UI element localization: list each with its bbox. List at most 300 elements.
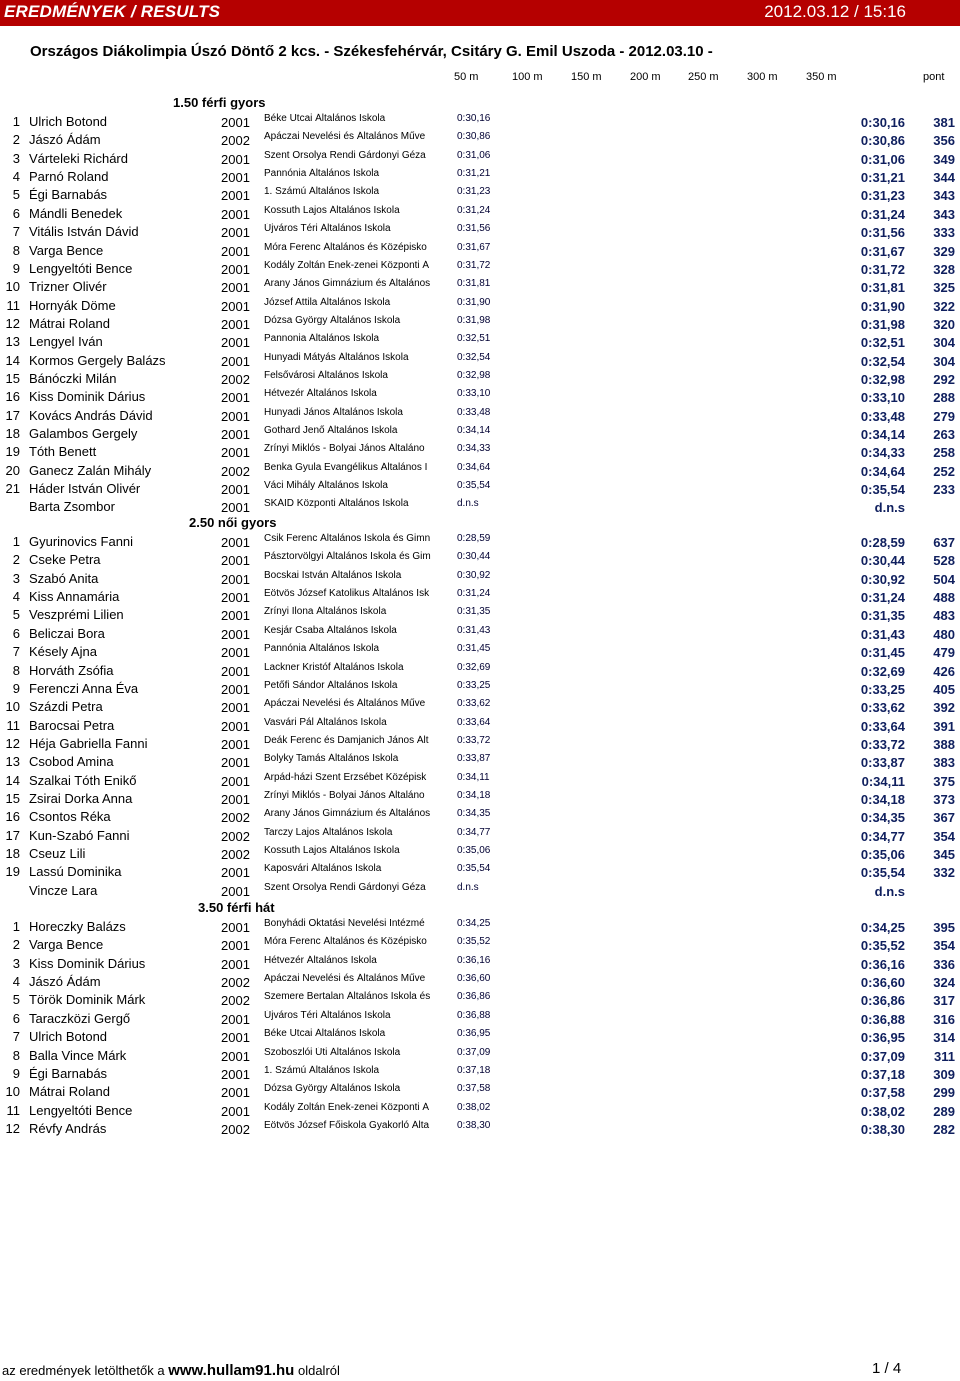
split-50m: 0:32,54	[457, 351, 491, 363]
final-time: 0:34,14	[860, 427, 905, 442]
result-row	[0, 442, 960, 460]
school-name: Pásztorvölgyi Általános Iskola és Gim	[264, 551, 431, 563]
swimmer-name: Ulrich Botond	[29, 1029, 108, 1045]
swimmer-name: Varga Bence	[29, 937, 104, 953]
result-row	[0, 569, 960, 587]
event-title: 1.50 férfi gyors	[173, 95, 266, 110]
result-row	[0, 990, 960, 1008]
final-time: 0:33,25	[860, 681, 905, 697]
points: 233	[933, 482, 955, 497]
points: 299	[933, 1085, 955, 1101]
rank: 19	[5, 864, 20, 880]
birth-year: 2002	[221, 463, 250, 479]
split-50m: d.n.s	[457, 881, 479, 893]
points: 381	[933, 115, 955, 130]
result-row	[0, 1101, 960, 1119]
points: 288	[933, 390, 955, 406]
birth-year: 2001	[221, 663, 250, 679]
rank: 4	[12, 169, 20, 185]
birth-year: 2001	[221, 298, 250, 314]
school-name: Zrínyi Ilona Általános Iskola	[264, 606, 387, 618]
birth-year: 2001	[221, 353, 250, 369]
school-name: Zrínyi Miklós - Bolyai János Általáno	[264, 789, 425, 801]
points: 258	[933, 445, 955, 461]
school-name: Eötvös József Katolikus Általános Isk	[264, 588, 430, 599]
birth-year: 2001	[221, 243, 250, 259]
page-number: 1 / 4	[872, 1360, 902, 1377]
school-name: József Attila Általános Iskola	[264, 296, 391, 308]
birth-year: 2001	[221, 920, 250, 935]
birth-year: 2001	[221, 316, 250, 332]
school-name: Bolyky Tamás Általános Iskola	[264, 753, 399, 765]
swimmer-name: Török Dominik Márk	[29, 992, 146, 1008]
result-row	[0, 149, 960, 167]
swimmer-name: Lengyel Iván	[29, 334, 103, 350]
school-name: Arany János Gimnázium és Általános	[264, 278, 431, 290]
split-50m: 0:31,21	[457, 168, 491, 180]
final-time: 0:31,72	[860, 261, 905, 277]
final-time: 0:34,33	[860, 445, 905, 461]
result-row	[0, 716, 960, 734]
result-row	[0, 605, 960, 623]
final-time: 0:28,59	[860, 535, 905, 550]
result-row	[0, 1064, 960, 1082]
result-row	[0, 826, 960, 844]
split-50m: 0:31,45	[457, 643, 491, 655]
points: 325	[933, 280, 955, 296]
split-50m: 0:31,81	[457, 278, 491, 290]
result-row	[0, 167, 960, 185]
result-row	[0, 532, 960, 550]
final-time: 0:31,23	[860, 188, 905, 204]
result-row	[0, 807, 960, 825]
result-row	[0, 752, 960, 770]
final-time: 0:37,09	[860, 1048, 905, 1064]
result-row	[0, 351, 960, 369]
points: 375	[933, 773, 955, 789]
result-row	[0, 587, 960, 605]
split-label: 350 m	[806, 71, 837, 83]
split-50m: 0:37,18	[457, 1064, 491, 1076]
birth-year: 2002	[221, 993, 250, 1009]
rank: 13	[5, 334, 20, 350]
final-time: 0:33,87	[860, 755, 905, 771]
points-column-label: pont	[923, 71, 945, 83]
result-row	[0, 734, 960, 752]
final-time: 0:31,35	[860, 608, 905, 624]
split-50m: 0:33,64	[457, 716, 491, 728]
birth-year: 2001	[221, 261, 250, 277]
birth-year: 2001	[221, 608, 250, 624]
split-50m: 0:34,11	[457, 771, 490, 783]
final-time: 0:31,06	[860, 151, 905, 167]
split-label: 300 m	[747, 71, 778, 83]
swimmer-name: Kiss Dominik Dárius	[29, 955, 146, 971]
rank: 9	[12, 260, 20, 276]
birth-year: 2001	[221, 151, 250, 167]
school-name: Benka Gyula Evangélikus Általános I	[264, 461, 428, 473]
rank: 4	[12, 589, 20, 604]
swimmer-name: Várteleki Richárd	[29, 150, 128, 166]
result-row	[0, 661, 960, 679]
birth-year: 2001	[221, 865, 250, 881]
birth-year: 2001	[221, 280, 250, 296]
points: 391	[933, 718, 955, 734]
rank: 8	[12, 1047, 20, 1063]
birth-year: 2001	[221, 590, 250, 605]
split-50m: 0:31,24	[457, 204, 491, 216]
final-time: 0:31,24	[860, 590, 905, 605]
split-50m: 0:33,48	[457, 406, 491, 418]
swimmer-name: Parnó Roland	[29, 169, 109, 185]
split-50m: 0:34,33	[457, 443, 491, 455]
birth-year: 2001	[221, 500, 250, 516]
school-name: Kaposvári Általános Iskola	[264, 863, 382, 875]
points: 637	[933, 535, 955, 550]
rank: 7	[12, 224, 20, 240]
result-row	[0, 642, 960, 660]
swimmer-name: Jászó Ádám	[29, 132, 101, 148]
rank: 10	[5, 279, 20, 295]
final-time: 0:36,60	[860, 975, 905, 990]
school-name: Móra Ferenc Általános és Középisko	[264, 241, 427, 253]
rank: 8	[12, 662, 20, 678]
birth-year: 2001	[221, 755, 250, 771]
print-datetime: 2012.03.12 / 15:16	[764, 2, 906, 21]
school-name: Bocskai István Általános Iskola	[264, 569, 402, 581]
result-row	[0, 624, 960, 642]
school-name: Pannónia Általános Iskola	[264, 168, 380, 180]
swimmer-name: Ulrich Botond	[29, 114, 108, 129]
school-name: Váci Mihály Általános Iskola	[264, 480, 388, 491]
final-time: d.n.s	[874, 883, 905, 899]
result-row	[0, 296, 960, 314]
rank: 3	[12, 150, 20, 166]
split-50m: 0:35,52	[457, 936, 491, 948]
birth-year: 2001	[221, 736, 250, 752]
school-name: Lackner Kristóf Általános Iskola	[264, 661, 404, 673]
swimmer-name: Kormos Gergely Balázs	[29, 352, 166, 368]
points: 367	[933, 810, 955, 826]
split-distance-header	[0, 71, 960, 87]
school-name: Pannónia Általános Iskola	[264, 643, 380, 655]
meet-title: Országos Diákolimpia Úszó Döntő 2 kcs. - Székesfehérvár, Csitáry G. Emil Uszoda - 2012.03.10 -	[30, 43, 713, 60]
result-row	[0, 917, 960, 935]
swimmer-name: Cseuz Lili	[29, 846, 86, 861]
split-50m: 0:36,95	[457, 1028, 491, 1040]
final-time: 0:30,92	[860, 571, 905, 587]
swimmer-name: Lengyeltóti Bence	[29, 1102, 133, 1118]
birth-year: 2001	[221, 1085, 250, 1101]
birth-year: 2001	[221, 1048, 250, 1064]
birth-year: 2001	[221, 535, 250, 550]
points: 292	[933, 371, 955, 387]
points: 344	[933, 170, 955, 186]
rank: 13	[5, 754, 20, 770]
points: 405	[933, 681, 955, 697]
split-50m: 0:33,62	[457, 698, 491, 710]
points: 252	[933, 463, 955, 479]
rank: 10	[5, 699, 20, 715]
final-time: 0:32,69	[860, 663, 905, 679]
final-time: 0:33,62	[860, 700, 905, 716]
rank: 12	[5, 735, 20, 751]
birth-year: 2001	[221, 445, 250, 461]
split-50m: 0:35,54	[457, 863, 491, 875]
split-50m: 0:31,98	[457, 314, 491, 326]
result-row	[0, 789, 960, 807]
swimmer-name: Barta Zsombor	[29, 499, 115, 515]
points: 279	[933, 408, 955, 424]
split-50m: 0:33,25	[457, 679, 491, 691]
points: 354	[933, 828, 955, 844]
points: 289	[933, 1103, 955, 1119]
swimmer-name: Jászó Ádám	[29, 974, 101, 989]
swimmer-name: Égi Barnabás	[29, 187, 108, 203]
result-row	[0, 972, 960, 990]
swimmer-name: Háder István Olivér	[29, 481, 141, 496]
school-name: 1. Számú Általános Iskola	[264, 1064, 380, 1076]
birth-year: 2001	[221, 956, 250, 972]
points: 316	[933, 1011, 955, 1027]
school-name: Apáczai Nevelési és Általános Műve	[264, 698, 426, 710]
result-row	[0, 697, 960, 715]
rank: 4	[12, 974, 20, 989]
school-name: Arany János Gimnázium és Általános	[264, 808, 431, 820]
event-title: 2.50 női gyors	[189, 515, 277, 530]
results-header-bar	[0, 0, 960, 26]
points: 356	[933, 133, 955, 149]
rank: 2	[12, 937, 20, 953]
final-time: 0:36,95	[860, 1030, 905, 1046]
rank: 15	[5, 790, 20, 806]
split-50m: 0:30,86	[457, 131, 491, 143]
final-time: 0:31,24	[860, 206, 905, 222]
swimmer-name: Szabó Anita	[29, 570, 99, 586]
result-row	[0, 954, 960, 972]
rank: 21	[5, 481, 20, 496]
birth-year: 2001	[221, 482, 250, 497]
swimmer-name: Barocsai Petra	[29, 717, 115, 733]
swimmer-name: Lassú Dominika	[29, 864, 122, 880]
rank: 3	[12, 955, 20, 971]
birth-year: 2001	[221, 938, 250, 954]
swimmer-name: Horváth Zsófia	[29, 662, 114, 678]
rank: 8	[12, 242, 20, 258]
result-row	[0, 679, 960, 697]
points: 320	[933, 316, 955, 332]
school-name: Eötvös József Főiskola Gyakorló Álta	[264, 1119, 430, 1131]
final-time: 0:34,64	[860, 463, 905, 479]
result-row	[0, 369, 960, 387]
rank: 5	[12, 992, 20, 1008]
swimmer-name: Vitális István Dávid	[29, 224, 139, 240]
points: 324	[933, 975, 955, 990]
rank: 17	[5, 407, 20, 423]
school-name: Zrínyi Miklós - Bolyai János Általáno	[264, 443, 425, 455]
swimmer-name: Kiss Dominik Dárius	[29, 389, 146, 405]
points: 528	[933, 553, 955, 569]
result-row	[0, 424, 960, 442]
rank: 19	[5, 444, 20, 460]
final-time: d.n.s	[874, 500, 905, 516]
result-row	[0, 259, 960, 277]
result-row	[0, 241, 960, 259]
final-time: 0:30,86	[860, 133, 905, 149]
split-50m: 0:34,18	[457, 789, 491, 801]
birth-year: 2001	[221, 773, 250, 789]
final-time: 0:34,35	[860, 810, 905, 826]
rank: 18	[5, 426, 20, 441]
swimmer-name: Csobod Amina	[29, 754, 114, 770]
swimmer-name: Kiss Annamária	[29, 589, 120, 604]
rank: 11	[6, 717, 20, 733]
swimmer-name: Szalkai Tóth Enikő	[29, 772, 137, 788]
split-label: 100 m	[512, 71, 543, 83]
school-name: Petőfi Sándor Általános Iskola	[264, 679, 398, 691]
rank: 17	[5, 827, 20, 843]
split-50m: 0:32,69	[457, 661, 491, 673]
rank: 9	[12, 1065, 20, 1081]
split-50m: 0:32,51	[457, 333, 491, 345]
points: 317	[933, 993, 955, 1009]
footer-suffix: oldalról	[294, 1363, 340, 1378]
final-time: 0:36,88	[860, 1011, 905, 1027]
points: 349	[933, 151, 955, 167]
school-name: Hétvezér Általános Iskola	[264, 954, 377, 966]
swimmer-name: Cseke Petra	[29, 552, 101, 568]
swimmer-name: Tóth Benett	[29, 444, 97, 460]
birth-year: 2002	[221, 371, 250, 387]
birth-year: 2001	[221, 700, 250, 716]
result-row	[0, 185, 960, 203]
rank: 9	[12, 680, 20, 696]
rank: 18	[5, 846, 20, 861]
points: 504	[933, 571, 955, 587]
birth-year: 2001	[221, 225, 250, 241]
final-time: 0:38,30	[860, 1121, 905, 1137]
school-name: Csik Ferenc Általános Iskola és Gimn	[264, 533, 431, 544]
result-row	[0, 771, 960, 789]
split-50m: 0:34,25	[457, 918, 491, 929]
final-time: 0:36,86	[860, 993, 905, 1009]
swimmer-name: Kovács András Dávid	[29, 407, 153, 423]
birth-year: 2001	[221, 718, 250, 734]
result-row	[0, 314, 960, 332]
points: 328	[933, 261, 955, 277]
rank: 7	[12, 644, 20, 660]
split-50m: 0:31,90	[457, 296, 491, 308]
final-time: 0:34,11	[861, 773, 905, 789]
school-name: Felsővárosi Általános Iskola	[264, 369, 388, 381]
split-50m: 0:34,64	[457, 461, 491, 473]
result-row	[0, 479, 960, 497]
birth-year: 2001	[221, 188, 250, 204]
final-time: 0:31,90	[860, 298, 905, 314]
school-name: Deák Ferenc és Damjanich János Ált	[264, 734, 429, 746]
swimmer-name: Hornyák Döme	[29, 297, 116, 313]
birth-year: 2001	[221, 390, 250, 406]
final-time: 0:31,81	[860, 280, 905, 296]
birth-year: 2001	[221, 1103, 250, 1119]
birth-year: 2001	[221, 1066, 250, 1082]
school-name: 1. Számú Általános Iskola	[264, 186, 380, 198]
rank: 14	[5, 772, 20, 788]
school-name: Béke Utcai Általános Iskola	[264, 113, 386, 124]
rank: 16	[5, 809, 20, 825]
split-50m: 0:31,35	[457, 606, 491, 618]
swimmer-name: Zsirai Dorka Anna	[29, 790, 133, 806]
final-time: 0:37,58	[860, 1085, 905, 1101]
split-50m: 0:33,87	[457, 753, 491, 765]
split-50m: d.n.s	[457, 498, 479, 510]
rank: 5	[12, 607, 20, 623]
school-name: Kesjár Csaba Általános Iskola	[264, 624, 397, 636]
school-name: Apáczai Nevelési és Általános Műve	[264, 973, 426, 984]
result-row	[0, 387, 960, 405]
birth-year: 2001	[221, 170, 250, 186]
school-name: Árpád-házi Szent Erzsébet Középisk	[264, 771, 427, 783]
result-row	[0, 1119, 960, 1137]
birth-year: 2002	[221, 847, 250, 862]
school-name: Gothard Jenő Általános Iskola	[264, 425, 398, 436]
rank: 2	[12, 132, 20, 148]
school-name: Béke Utcai Általános Iskola	[264, 1028, 386, 1040]
birth-year: 2002	[221, 133, 250, 149]
rank: 16	[5, 389, 20, 405]
rank: 10	[5, 1084, 20, 1100]
points: 373	[933, 791, 955, 807]
points: 263	[933, 427, 955, 442]
final-time: 0:35,54	[860, 865, 905, 881]
swimmer-name: Ferenczi Anna Éva	[29, 680, 139, 696]
swimmer-name: Gyurinovics Fanni	[29, 534, 134, 549]
split-50m: 0:36,86	[457, 991, 491, 1003]
rank: 15	[5, 370, 20, 386]
result-row	[0, 935, 960, 953]
swimmer-name: Taraczközi Gergő	[29, 1010, 131, 1026]
split-50m: 0:34,35	[457, 808, 491, 820]
swimmer-name: Égi Barnabás	[29, 1065, 108, 1081]
final-time: 0:35,54	[860, 482, 905, 497]
final-time: 0:36,16	[860, 956, 905, 972]
rank: 3	[12, 570, 20, 586]
website-link[interactable]: www.hullam91.hu	[168, 1362, 295, 1379]
school-name: Kossuth Lajos Általános Iskola	[264, 845, 400, 856]
swimmer-name: Galambos Gergely	[29, 426, 138, 441]
result-row	[0, 277, 960, 295]
school-name: Szent Orsolya Rendi Gárdonyi Géza	[264, 881, 426, 893]
split-50m: 0:28,59	[457, 533, 491, 544]
rank: 14	[5, 352, 20, 368]
swimmer-name: Mátrai Roland	[29, 1084, 110, 1100]
points: 354	[933, 938, 955, 954]
points: 392	[933, 700, 955, 716]
swimmer-name: Százdi Petra	[29, 699, 103, 715]
points: 304	[933, 353, 955, 369]
swimmer-name: Trizner Olivér	[29, 279, 107, 295]
points: 426	[933, 663, 955, 679]
final-time: 0:33,72	[860, 736, 905, 752]
swimmer-name: Vincze Lara	[29, 882, 98, 898]
final-time: 0:34,77	[860, 828, 905, 844]
swimmer-name: Veszprémi Lilien	[29, 607, 124, 623]
split-50m: 0:34,77	[457, 826, 491, 838]
points: 311	[934, 1048, 955, 1064]
rank: 11	[6, 297, 20, 313]
result-row	[0, 461, 960, 479]
points: 322	[933, 298, 955, 314]
